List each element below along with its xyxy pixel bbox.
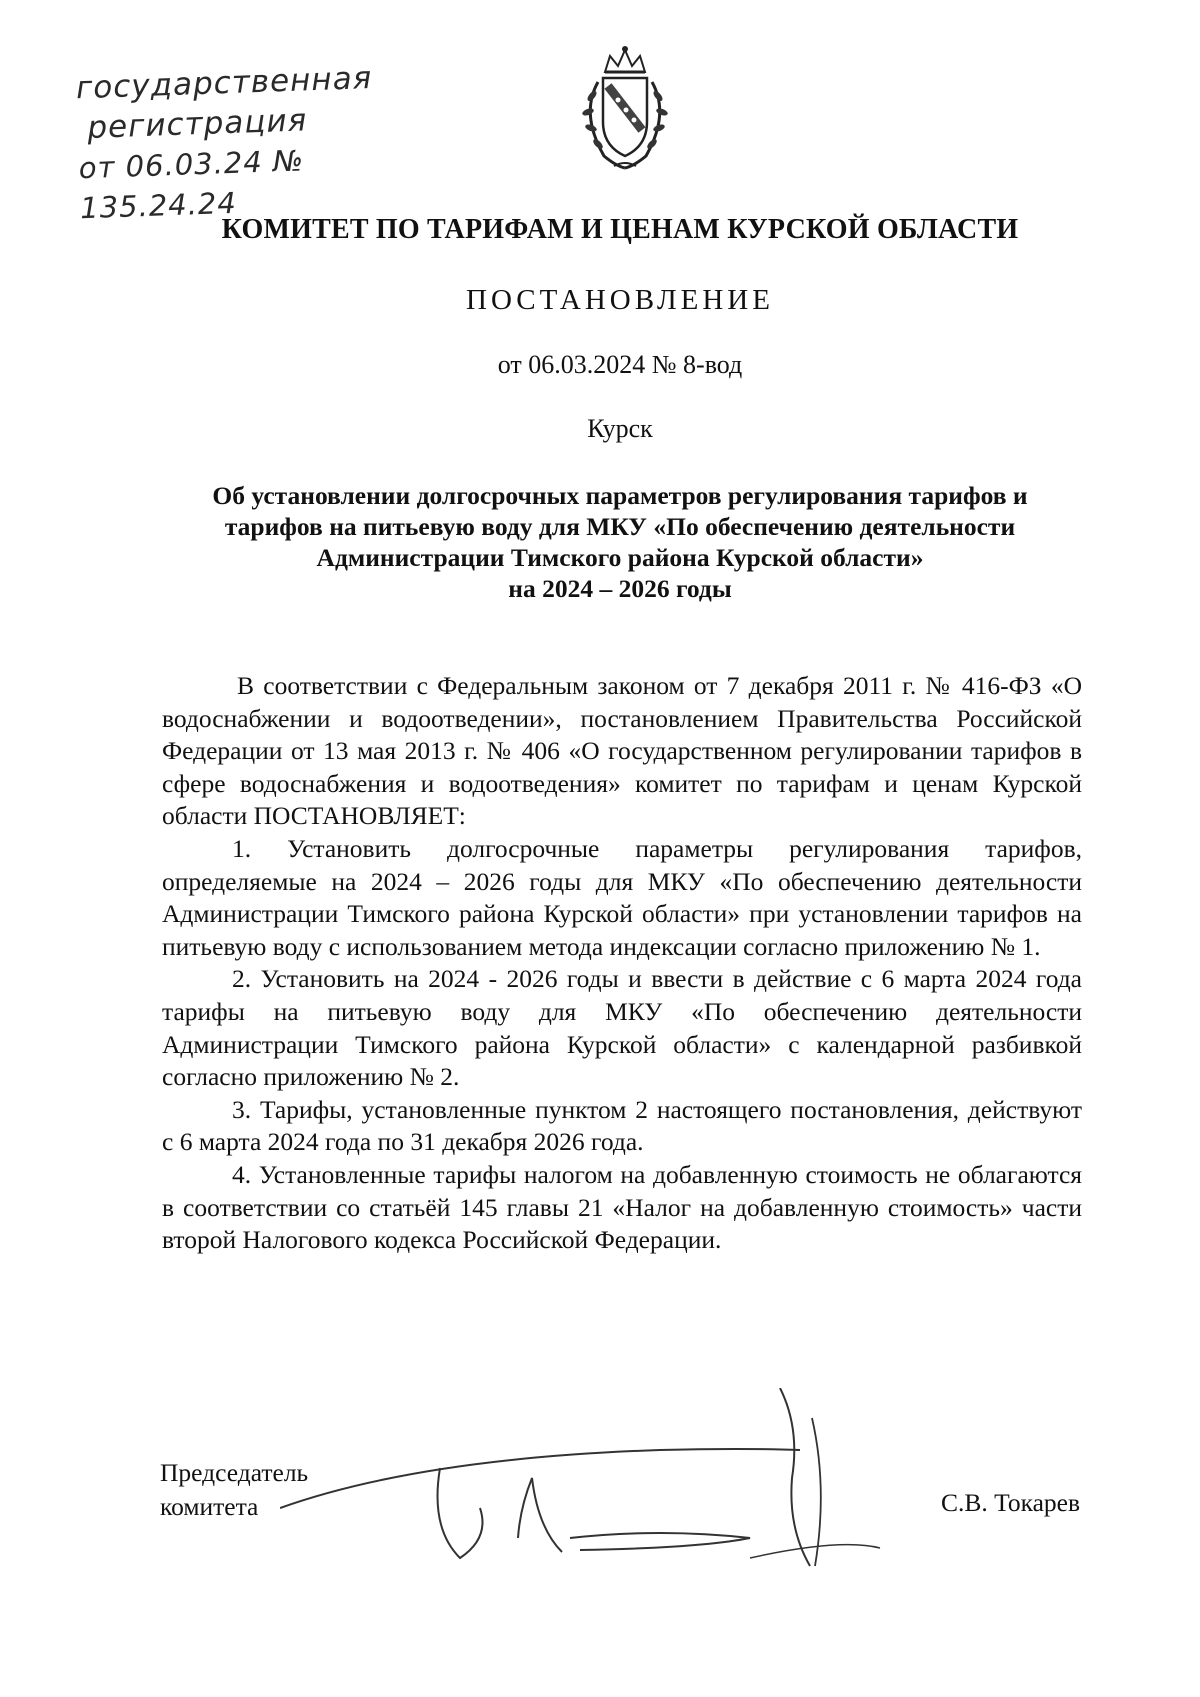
committee-name: КОМИТЕТ ПО ТАРИФАМ И ЦЕНАМ КУРСКОЙ ОБЛАСТИ: [221, 214, 1019, 245]
document-body: [162, 670, 1082, 1257]
title-line: Об установлении долгосрочных параметров регулирования тарифов и: [212, 481, 1028, 510]
registration-note-line: государственная: [75, 59, 373, 107]
preamble-paragraph: В соответствии с Федеральным законом от 7 декабря 2011 г. № 416-ФЗ «О водоснабжении и водоотведении», постановлением Правительства Российской Федерации от 13 мая 2013 г. № 406 «О государственном регулировании тарифов в сфере водоснабжения и водоотведения» комитет по тарифам и ценам Курской области ПОСТАНОВЛЯЕТ:: [162, 671, 1082, 831]
signatory-role-line: Председатель: [160, 1458, 309, 1487]
registration-handwritten-note: [75, 56, 440, 228]
signatory-role-line: комитета: [160, 1492, 259, 1521]
document-type: ПОСТАНОВЛЕНИЕ: [466, 284, 774, 316]
document-date-number: от 06.03.2024 № 8-вод: [497, 350, 743, 379]
title-line: Администрации Тимского района Курской области»: [316, 543, 924, 572]
signature-block: [160, 1400, 1080, 1570]
handwritten-signature: [280, 1388, 900, 1568]
kursk-coat-of-arms-icon: [570, 44, 680, 174]
clause-2: 2. Установить на 2024 - 2026 годы и ввести в действие с 6 марта 2024 года тарифы на питьевую воду для МКУ «По обеспечению деятельности Администрации Тимского района Курской области» с календарной разбивкой согласно приложению № 2.: [162, 964, 1082, 1092]
clause-3: 3. Тарифы, установленные пунктом 2 настоящего постановления, действуют с 6 марта 2024 года по 31 декабря 2026 года.: [162, 1094, 1082, 1157]
clause-4: 4. Установленные тарифы налогом на добавленную стоимость не облагаются в соответствии со статьёй 145 главы 21 «Налог на добавленную стоимость» части второй Налогового кодекса Российской Федерации.: [162, 1159, 1082, 1255]
title-line: на 2024 – 2026 годы: [508, 574, 732, 603]
document-title: [160, 480, 1080, 604]
title-line: тарифов на питьевую воду для МКУ «По обеспечению деятельности: [224, 512, 1016, 541]
signatory-role: [160, 1456, 308, 1524]
document-city: Курск: [587, 414, 653, 443]
registration-note-line: от 06.03.24 № 135.24.24: [78, 143, 305, 226]
clause-1: 1. Установить долгосрочные параметры регулирования тарифов, определяемые на 2024 – 2026 годы для МКУ «По обеспечению деятельности Администрации Тимского района Курской области» при установлении тарифов на питьевую воду с использованием метода индексации согласно приложению № 1.: [162, 833, 1082, 961]
signatory-name: С.В. Токарев: [941, 1488, 1080, 1517]
registration-note-line: регистрация: [86, 102, 308, 146]
